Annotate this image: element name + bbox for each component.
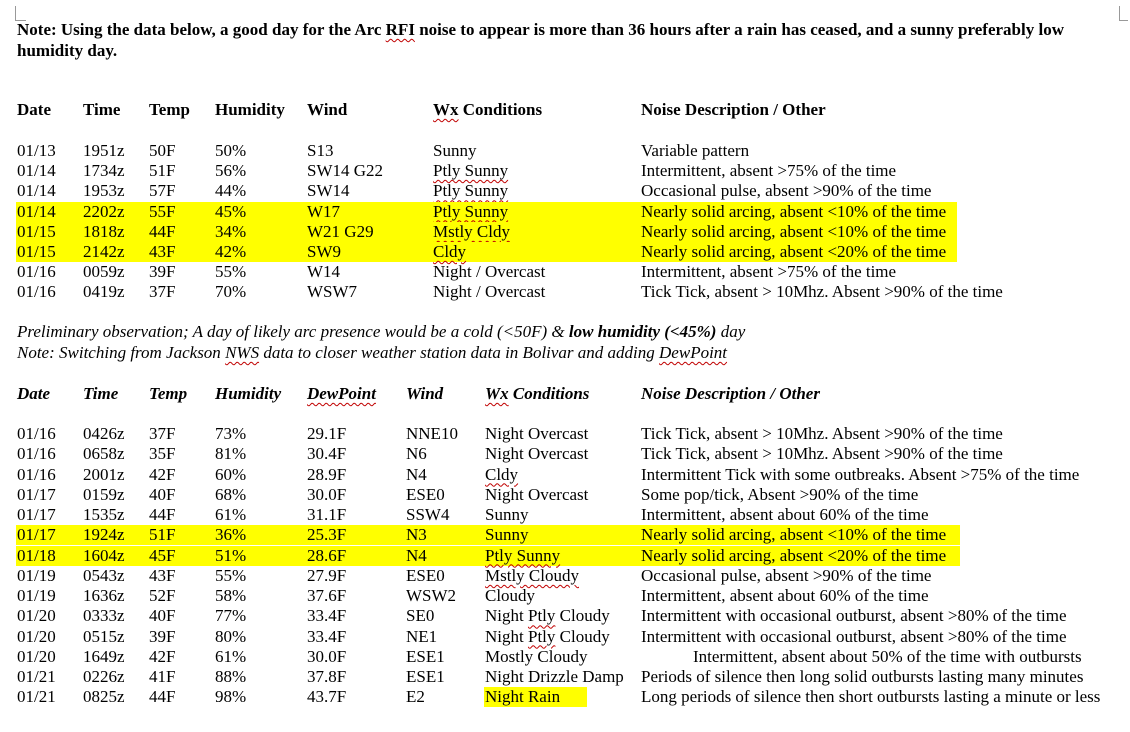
- table2-cell-dew: 33.4F: [307, 606, 347, 626]
- prelim-text-a: Preliminary observation; A day of likely arc presence would be a cold (<50F) &: [17, 322, 569, 341]
- table2-cell-wx: Night Overcast: [485, 444, 589, 464]
- table2-cell-humidity: 88%: [215, 667, 247, 686]
- table2-cell-date: 01/17: [17, 505, 56, 524]
- table2-cell-date: 01/16: [17, 424, 56, 443]
- switch-text-b: data to closer weather station data in Bolivar and adding: [259, 343, 660, 362]
- table1-cell-time: 0059z: [83, 262, 125, 282]
- table1-cell-humidity: 42%: [215, 242, 247, 261]
- table1-cell-temp: 50F: [149, 141, 176, 160]
- table2-cell-humidity: 73%: [215, 424, 247, 443]
- table1-cell-wind: W17: [307, 201, 341, 221]
- table2-cell-wind: N6: [406, 444, 427, 464]
- table1-cell-humidity: 55%: [215, 262, 247, 282]
- table2-cell-dew: 30.0F: [307, 646, 347, 666]
- table2-cell-date: 01/17: [17, 525, 56, 545]
- table1-cell-date: 01/14: [17, 201, 56, 221]
- table2-cell-noise: Some pop/tick, Absent >90% of the time: [641, 484, 919, 504]
- table2-cell-time: 2001z: [83, 464, 125, 484]
- table2-cell-wx: Night Rain: [485, 687, 561, 707]
- table2-cell-wind: ESE1: [406, 667, 445, 686]
- table2-cell-humidity: 60%: [215, 464, 247, 484]
- table1-cell-humidity: 34%: [215, 221, 247, 241]
- table1-cell-time: 2142z: [83, 242, 125, 261]
- table2-cell-humidity: 36%: [215, 525, 247, 545]
- table2-cell-time: 0658z: [83, 444, 125, 464]
- table2-cell-humidity: 58%: [215, 586, 247, 605]
- table1-cell-noise: Nearly solid arcing, absent <10% of the time: [641, 201, 947, 221]
- table2-cell-noise: Intermittent with occasional outburst, absent >80% of the time: [641, 626, 1067, 646]
- preliminary-observation: [17, 322, 745, 342]
- table2-cell-temp: 52F: [149, 586, 176, 605]
- table2-cell-noise: Intermittent, absent about 60% of the time: [641, 586, 929, 605]
- table2-cell-wind: N4: [406, 464, 427, 484]
- table2-cell-wind: ESE1: [406, 646, 445, 666]
- table2-cell-time: 1924z: [83, 525, 125, 545]
- table2-cell-dew: 28.6F: [307, 545, 347, 565]
- switching-note: [17, 343, 727, 363]
- table2-cell-wx: Night Ptly Cloudy: [485, 606, 610, 626]
- table2-cell-humidity: 77%: [215, 606, 247, 626]
- table2-cell-noise: Tick Tick, absent > 10Mhz. Absent >90% of the time: [641, 424, 1003, 443]
- table2-cell-dew: 29.1F: [307, 424, 347, 443]
- table2-cell-temp: 42F: [149, 464, 176, 484]
- table2-cell-temp: 41F: [149, 667, 176, 686]
- table2-header-cell: Noise Description / Other: [641, 384, 820, 403]
- table2-cell-wx: Sunny: [485, 525, 529, 545]
- table1-cell-noise: Intermittent, absent >75% of the time: [641, 262, 897, 282]
- table2-cell-date: 01/20: [17, 626, 56, 646]
- table2-cell-wx: Night Drizzle Damp: [485, 667, 624, 686]
- table2-cell-temp: 42F: [149, 646, 176, 666]
- table2-cell-date: 01/19: [17, 565, 56, 585]
- table2-cell-noise: Nearly solid arcing, absent <10% of the time: [641, 525, 947, 545]
- table1-cell-wind: SW14: [307, 181, 350, 201]
- table1-cell-temp: 55F: [149, 201, 176, 221]
- table2-cell-dew: 30.0F: [307, 484, 347, 504]
- table2-cell-noise: Intermittent, absent about 50% of the time with outbursts: [693, 646, 1082, 666]
- switch-dewpoint: DewPoint: [659, 343, 728, 362]
- table2-cell-temp: 44F: [149, 687, 176, 707]
- table2-cell-dew: 43.7F: [307, 687, 347, 707]
- table1-cell-date: 01/13: [17, 141, 56, 160]
- table1-cell-date: 01/16: [17, 282, 56, 302]
- table2-cell-date: 01/18: [17, 545, 56, 565]
- table1-cell-temp: 51F: [149, 161, 176, 181]
- table2-cell-noise: Nearly solid arcing, absent <20% of the time: [641, 545, 947, 565]
- table1-header-cell: Date: [17, 100, 51, 119]
- table2-cell-temp: 37F: [149, 424, 176, 443]
- table1-cell-time: 1951z: [83, 141, 125, 160]
- table1-cell-wx: Ptly Sunny: [433, 161, 509, 181]
- table1-cell-humidity: 56%: [215, 161, 247, 181]
- table2-cell-time: 1604z: [83, 545, 125, 565]
- table2-cell-wind: ESE0: [406, 565, 445, 585]
- table2-cell-wind: WSW2: [406, 586, 457, 605]
- table1-cell-wind: S13: [307, 141, 334, 160]
- table1-cell-time: 1734z: [83, 161, 125, 181]
- table1-cell-time: 0419z: [83, 282, 125, 302]
- table1-cell-temp: 37F: [149, 282, 176, 302]
- table2-cell-wx: Ptly Sunny: [485, 545, 561, 565]
- table1-cell-noise: Occasional pulse, absent >90% of the time: [641, 181, 932, 201]
- table2-cell-noise: Intermittent Tick with some outbreaks. Absent >75% of the time: [641, 464, 1080, 484]
- table2-cell-wx: Mostly Cloudy: [485, 646, 588, 666]
- table2-cell-wind: N3: [406, 525, 427, 545]
- table1-cell-noise: Variable pattern: [641, 141, 750, 160]
- table2-cell-humidity: 68%: [215, 484, 247, 504]
- table2-cell-time: 0515z: [83, 626, 125, 646]
- table2-cell-humidity: 98%: [215, 687, 247, 707]
- table1-cell-wind: SW9: [307, 242, 341, 261]
- table1-cell-wx: Night / Overcast: [433, 262, 546, 282]
- table2-cell-dew: 33.4F: [307, 626, 347, 646]
- table2-cell-wx: Cldy: [485, 464, 519, 484]
- table2-cell-wind: ESE0: [406, 484, 445, 504]
- table2-cell-temp: 39F: [149, 626, 176, 646]
- table1-cell-wind: SW14 G22: [307, 161, 384, 181]
- table1-header-cell: Time: [83, 100, 121, 119]
- table2-cell-time: 0159z: [83, 484, 125, 504]
- table2-cell-noise: Occasional pulse, absent >90% of the time: [641, 565, 932, 585]
- table2-header-cell: Wind: [406, 384, 444, 403]
- table2-cell-wx: Mstly Cloudy: [485, 565, 579, 585]
- table2-header-cell: Temp: [149, 384, 188, 403]
- table2-cell-noise: Long periods of silence then short outbursts lasting a minute or less: [641, 687, 1101, 707]
- table1-cell-time: 1818z: [83, 221, 125, 241]
- table2-cell-date: 01/19: [17, 586, 56, 605]
- table1-cell-time: 1953z: [83, 181, 125, 201]
- table2-header-cell: Humidity: [215, 384, 282, 403]
- table1-cell-noise: Nearly solid arcing, absent <20% of the time: [641, 242, 947, 261]
- table2-cell-time: 0333z: [83, 606, 125, 626]
- note-prefix: Note: Using the data below, a good day for the Arc: [17, 20, 386, 39]
- table2-cell-noise: Intermittent with occasional outburst, absent >80% of the time: [641, 606, 1067, 626]
- table1-cell-date: 01/15: [17, 242, 56, 261]
- table2-cell-temp: 44F: [149, 505, 176, 524]
- table2-cell-date: 01/20: [17, 606, 56, 626]
- table1-cell-temp: 39F: [149, 262, 176, 282]
- table2-cell-temp: 40F: [149, 606, 176, 626]
- table1-cell-noise: Intermittent, absent >75% of the time: [641, 161, 897, 181]
- table1-header-cell: Noise Description / Other: [641, 100, 826, 119]
- table2-cell-wx: Cloudy: [485, 586, 536, 605]
- table2-cell-dew: 31.1F: [307, 505, 347, 524]
- table2-cell-wind: SE0: [406, 606, 435, 626]
- table2-cell-dew: 28.9F: [307, 464, 347, 484]
- table1-cell-humidity: 50%: [215, 141, 247, 160]
- table2-header-cell: DewPoint: [307, 384, 376, 403]
- table2-cell-dew: 37.6F: [307, 586, 347, 605]
- note-suffix: noise to appear is more than 36 hours after a rain has ceased, and a sunny preferably low humidity day.: [17, 20, 1064, 60]
- table2-cell-wx: Night Overcast: [485, 424, 589, 443]
- table2-header-cell: Wx Conditions: [485, 384, 590, 403]
- note-paragraph: [17, 19, 1117, 61]
- table1-cell-wx: Ptly Sunny: [433, 201, 509, 221]
- table1-header-cell: Wind: [307, 100, 348, 119]
- table2-cell-temp: 51F: [149, 525, 176, 545]
- switch-nws: NWS: [225, 343, 260, 362]
- table2-cell-time: 1636z: [83, 586, 125, 605]
- note-rfi: RFI: [385, 20, 415, 39]
- table1-cell-date: 01/16: [17, 262, 56, 282]
- table2-cell-wind: NNE10: [406, 424, 458, 443]
- table2-cell-temp: 45F: [149, 545, 176, 565]
- table2-cell-time: 0226z: [83, 667, 125, 686]
- table2-cell-humidity: 51%: [215, 545, 247, 565]
- table2-cell-date: 01/17: [17, 484, 56, 504]
- table2-cell-wx: Night Ptly Cloudy: [485, 626, 610, 646]
- table1-header-cell: Wx Conditions: [433, 100, 543, 119]
- table1-cell-date: 01/14: [17, 161, 56, 181]
- table2-cell-noise: Periods of silence then long solid outbursts lasting many minutes: [641, 667, 1084, 686]
- table1-cell-wx: Mstly Cldy: [433, 221, 510, 241]
- table2-cell-noise: Tick Tick, absent > 10Mhz. Absent >90% of the time: [641, 444, 1003, 464]
- table2-cell-wx: Night Overcast: [485, 484, 589, 504]
- table2-cell-time: 1535z: [83, 505, 125, 524]
- table2-cell-temp: 35F: [149, 444, 176, 464]
- table2-cell-wx: Sunny: [485, 505, 529, 524]
- table2-cell-temp: 40F: [149, 484, 176, 504]
- table1-header-cell: Temp: [149, 100, 190, 119]
- table2-cell-dew: 37.8F: [307, 667, 347, 686]
- table2-cell-time: 1649z: [83, 646, 125, 666]
- table1-cell-humidity: 44%: [215, 181, 247, 201]
- table1-cell-wind: W21 G29: [307, 221, 374, 241]
- table2-cell-dew: 25.3F: [307, 525, 347, 545]
- table1-cell-temp: 44F: [149, 221, 176, 241]
- table1-header-cell: Humidity: [215, 100, 285, 119]
- table1-cell-wind: WSW7: [307, 282, 358, 302]
- table2-cell-humidity: 61%: [215, 646, 247, 666]
- table1-cell-wx: Sunny: [433, 141, 477, 160]
- table2-cell-date: 01/16: [17, 444, 56, 464]
- table1-cell-wind: W14: [307, 262, 341, 282]
- table2-header-cell: Date: [17, 384, 51, 403]
- table1-cell-humidity: 45%: [215, 201, 247, 221]
- table1-cell-wx: Cldy: [433, 242, 467, 261]
- table2-cell-humidity: 80%: [215, 626, 247, 646]
- table2-cell-humidity: 61%: [215, 505, 247, 524]
- table2-cell-time: 0543z: [83, 565, 125, 585]
- table2-header-cell: Time: [83, 384, 119, 403]
- table2-cell-humidity: 55%: [215, 565, 247, 585]
- table2-cell-dew: 30.4F: [307, 444, 347, 464]
- table1-cell-noise: Nearly solid arcing, absent <10% of the time: [641, 221, 947, 241]
- table2-cell-time: 0426z: [83, 424, 125, 443]
- table1-cell-temp: 57F: [149, 181, 176, 201]
- table2-cell-date: 01/20: [17, 646, 56, 666]
- table1-cell-time: 2202z: [83, 201, 125, 221]
- table2-cell-wind: E2: [406, 687, 425, 707]
- table1-cell-date: 01/15: [17, 221, 56, 241]
- table1-cell-date: 01/14: [17, 181, 56, 201]
- table1-cell-noise: Tick Tick, absent > 10Mhz. Absent >90% of the time: [641, 282, 1003, 302]
- table2-cell-temp: 43F: [149, 565, 176, 585]
- table2-cell-date: 01/21: [17, 687, 56, 707]
- table2-cell-noise: Intermittent, absent about 60% of the time: [641, 505, 929, 524]
- page-corner-mark-right: [1119, 6, 1128, 21]
- table2-cell-wind: NE1: [406, 626, 438, 646]
- table1-cell-humidity: 70%: [215, 282, 247, 302]
- table2-cell-humidity: 81%: [215, 444, 247, 464]
- table2-cell-dew: 27.9F: [307, 565, 347, 585]
- switch-text-a: Note: Switching from Jackson: [17, 343, 226, 362]
- table2-cell-wind: SSW4: [406, 505, 450, 524]
- table1-cell-temp: 43F: [149, 242, 176, 261]
- table2-cell-date: 01/21: [17, 667, 56, 686]
- table2-cell-date: 01/16: [17, 464, 56, 484]
- prelim-text-bold: low humidity (<45%): [568, 322, 717, 341]
- table1-cell-wx: Ptly Sunny: [433, 181, 509, 201]
- table2-cell-time: 0825z: [83, 687, 125, 707]
- prelim-text-c: day: [716, 322, 746, 341]
- table2-cell-wind: N4: [406, 545, 427, 565]
- table1-cell-wx: Night / Overcast: [433, 282, 546, 302]
